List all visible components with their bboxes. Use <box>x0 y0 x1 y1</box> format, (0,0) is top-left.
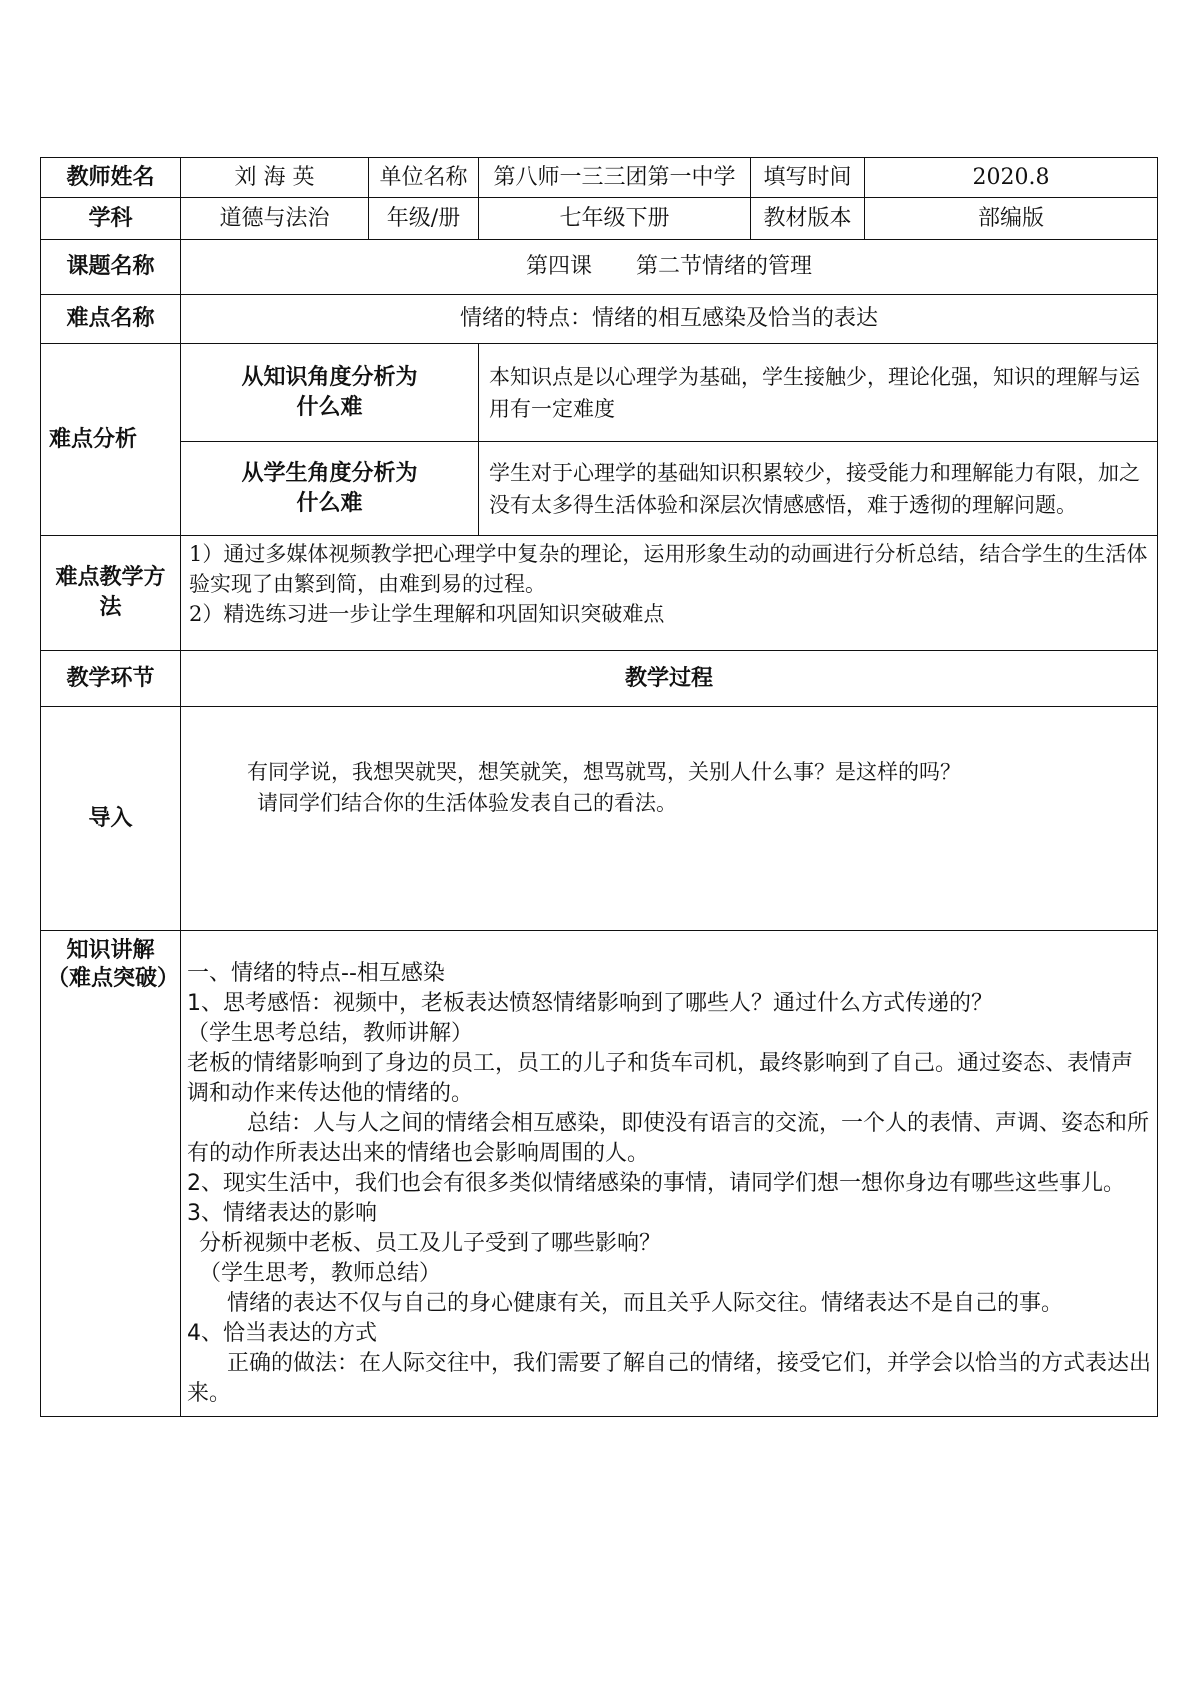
analysis-row-knowledge <box>41 344 1158 442</box>
topic-row <box>41 240 1158 295</box>
topic-label: 课题名称 <box>41 240 181 295</box>
intro-label: 导入 <box>41 707 181 931</box>
knowledge-line: 1、思考感悟：视频中，老板表达愤怒情绪影响到了哪些人？通过什么方式传递的？ <box>187 990 993 1016</box>
analysis-label: 难点分析 <box>41 344 181 536</box>
method-content <box>181 536 1158 651</box>
knowledge-content <box>181 931 1158 1417</box>
difficulty-label: 难点名称 <box>41 295 181 344</box>
knowledge-label-line1: 知识讲解 <box>66 938 155 963</box>
date-label: 填写时间 <box>751 158 865 198</box>
header-row-2 <box>41 198 1158 240</box>
knowledge-angle-label-line2: 什么难 <box>296 394 363 420</box>
analysis-row-student <box>41 442 1158 536</box>
grade-label: 年级/册 <box>369 198 479 240</box>
student-angle-text: 学生对于心理学的基础知识积累较少，接受能力和理解能力有限，加之没有太多得生活体验和深层次情感感悟，难于透彻的理解问题。 <box>479 442 1158 536</box>
unit-label: 单位名称 <box>369 158 479 198</box>
intro-row <box>41 707 1158 931</box>
student-angle-label-line1: 从学生角度分析为 <box>241 460 418 486</box>
process-label: 教学过程 <box>181 651 1158 707</box>
method-item-2: 2）精选练习进一步让学生理解和巩固知识突破难点 <box>189 602 665 626</box>
knowledge-angle-label-line1: 从知识角度分析为 <box>241 364 418 390</box>
topic-value: 第四课 第二节情绪的管理 <box>181 240 1158 295</box>
intro-line-1: 有同学说，我想哭就哭，想笑就笑，想骂就骂，关别人什么事？是这样的吗？ <box>247 760 961 784</box>
subject-label: 学科 <box>41 198 181 240</box>
teacher-value: 刘 海 英 <box>181 158 369 198</box>
knowledge-row <box>41 931 1158 1417</box>
method-item-1: 1）通过多媒体视频教学把心理学中复杂的理论，运用形象生动的动画进行分析总结，结合学生的生活体验实现了由繁到简，由难到易的过程。 <box>189 542 1148 596</box>
intro-content <box>181 707 1158 931</box>
knowledge-line: （学生思考，教师总结） <box>199 1260 442 1286</box>
knowledge-line: 2、现实生活中，我们也会有很多类似情绪感染的事情，请同学们想一想你身边有哪些这些事儿。 <box>187 1170 1126 1196</box>
edition-value: 部编版 <box>865 198 1158 240</box>
date-value: 2020.8 <box>865 158 1158 198</box>
intro-line-2: 请同学们结合你的生活体验发表自己的看法。 <box>257 791 677 815</box>
difficulty-value: 情绪的特点：情绪的相互感染及恰当的表达 <box>181 295 1158 344</box>
knowledge-label <box>41 931 181 1417</box>
method-row <box>41 536 1158 651</box>
student-angle-label <box>181 442 479 536</box>
edition-label: 教材版本 <box>751 198 865 240</box>
knowledge-line: 3、情绪表达的影响 <box>187 1200 377 1226</box>
knowledge-line: 一、情绪的特点--相互感染 <box>187 960 445 986</box>
knowledge-line: 老板的情绪影响到了身边的员工，员工的儿子和货车司机，最终影响到了自己。通过姿态、表情声调和动作来传达他的情绪的。 <box>187 1050 1134 1106</box>
subject-value: 道德与法治 <box>181 198 369 240</box>
student-angle-label-line2: 什么难 <box>296 490 363 516</box>
knowledge-angle-text: 本知识点是以心理学为基础，学生接触少，理论化强，知识的理解与运用有一定难度 <box>479 344 1158 442</box>
difficulty-row <box>41 295 1158 344</box>
knowledge-line: 4、恰当表达的方式 <box>187 1320 377 1346</box>
method-label: 难点教学方法 <box>41 536 181 651</box>
unit-value: 第八师一三三团第一中学 <box>479 158 751 198</box>
process-stage-label: 教学环节 <box>41 651 181 707</box>
knowledge-label-line2: （难点突破） <box>47 966 180 991</box>
knowledge-line: 正确的做法：在人际交往中，我们需要了解自己的情绪，接受它们，并学会以恰当的方式表达出来。 <box>187 1350 1152 1406</box>
knowledge-line: （学生思考总结，教师讲解） <box>187 1020 474 1046</box>
lesson-plan-table <box>40 157 1158 1417</box>
knowledge-line: 情绪的表达不仅与自己的身心健康有关，而且关乎人际交往。情绪表达不是自己的事。 <box>227 1290 1064 1316</box>
teacher-label: 教师姓名 <box>41 158 181 198</box>
process-header-row <box>41 651 1158 707</box>
header-row-1 <box>41 158 1158 198</box>
knowledge-line: 总结：人与人之间的情绪会相互感染，即使没有语言的交流，一个人的表情、声调、姿态和所有的动作所表达出来的情绪也会影响周围的人。 <box>187 1110 1150 1166</box>
grade-value: 七年级下册 <box>479 198 751 240</box>
knowledge-angle-label <box>181 344 479 442</box>
knowledge-line: 分析视频中老板、员工及儿子受到了哪些影响？ <box>199 1230 662 1256</box>
